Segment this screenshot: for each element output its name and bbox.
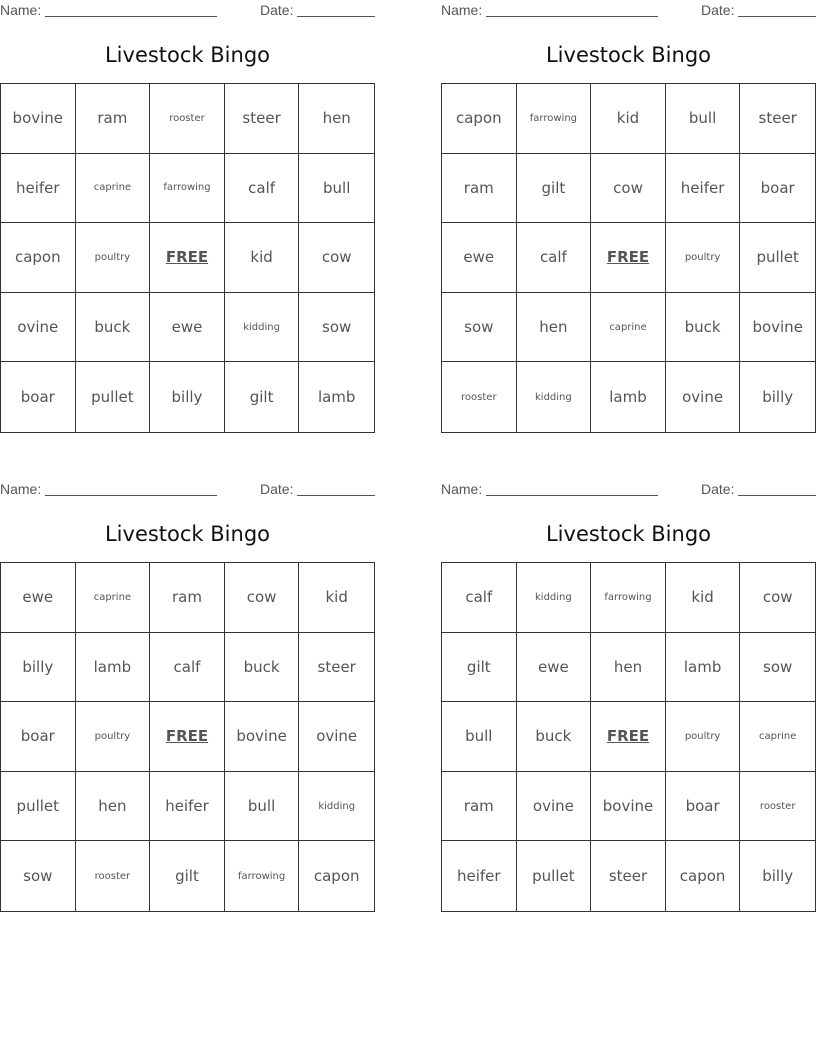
bingo-cell: hen xyxy=(299,84,374,154)
bingo-cell: caprine xyxy=(76,154,151,224)
bingo-cell: ram xyxy=(76,84,151,154)
bingo-cell: steer xyxy=(591,841,666,911)
bingo-cell: farrowing xyxy=(150,154,225,224)
bingo-cell: ewe xyxy=(517,633,592,703)
bingo-cell: rooster xyxy=(76,841,151,911)
free-space-cell: FREE xyxy=(150,223,225,293)
bingo-cell: boar xyxy=(740,154,815,224)
bingo-cell: farrowing xyxy=(591,563,666,633)
name-date-header xyxy=(0,479,375,499)
bingo-cell: calf xyxy=(150,633,225,703)
bingo-cell: bull xyxy=(299,154,374,224)
bingo-cell: caprine xyxy=(591,293,666,363)
name-date-header xyxy=(0,0,375,20)
date-line xyxy=(738,495,816,496)
bingo-cell: ovine xyxy=(1,293,76,363)
bingo-cell: boar xyxy=(1,362,76,432)
bingo-cell: poultry xyxy=(76,702,151,772)
bingo-cell: kidding xyxy=(517,563,592,633)
bingo-cell: heifer xyxy=(150,772,225,842)
bingo-cell: kid xyxy=(591,84,666,154)
bingo-cell: bull xyxy=(666,84,741,154)
bingo-cell: poultry xyxy=(76,223,151,293)
bingo-cell: heifer xyxy=(666,154,741,224)
name-date-header xyxy=(441,0,816,20)
bingo-cell: buck xyxy=(666,293,741,363)
bingo-cell: gilt xyxy=(442,633,517,703)
card-title: Livestock Bingo xyxy=(104,522,271,546)
bingo-cell: bull xyxy=(225,772,300,842)
bingo-cell: capon xyxy=(666,841,741,911)
bingo-cell: bovine xyxy=(1,84,76,154)
date-line xyxy=(738,16,816,17)
bingo-cell: hen xyxy=(591,633,666,703)
bingo-cell: billy xyxy=(762,867,794,886)
card-title: Livestock Bingo xyxy=(545,43,712,67)
bingo-cell: ovine xyxy=(299,702,374,772)
bingo-cell: kidding xyxy=(517,362,592,432)
bingo-cell: lamb xyxy=(317,388,356,407)
name-date-header xyxy=(441,479,816,499)
bingo-cell: heifer xyxy=(442,841,517,911)
bingo-cell: buck xyxy=(517,702,592,772)
name-label: Name: xyxy=(0,481,42,497)
name-label: Name: xyxy=(0,2,42,18)
bingo-cell: ram xyxy=(442,772,517,842)
bingo-cell: ewe xyxy=(1,563,76,633)
bingo-cell: hen xyxy=(76,772,151,842)
bingo-cell: farrowing xyxy=(225,841,300,911)
free-space-cell: FREE xyxy=(591,223,666,293)
bingo-cell: sow xyxy=(740,633,815,703)
bingo-cell: pullet xyxy=(517,841,592,911)
name-label: Name: xyxy=(441,481,483,497)
name-line xyxy=(45,16,217,17)
bingo-cell: poultry xyxy=(666,702,741,772)
date-line xyxy=(297,495,375,496)
bingo-cell: bovine xyxy=(591,772,666,842)
bingo-cell: rooster xyxy=(442,362,517,432)
bingo-cell: rooster xyxy=(740,772,815,842)
bingo-cell: cow xyxy=(225,563,300,633)
bingo-cell: cow xyxy=(740,563,815,633)
bingo-cell: ewe xyxy=(150,293,225,363)
bingo-cell: lamb xyxy=(591,362,666,432)
card-title: Livestock Bingo xyxy=(104,43,271,67)
bingo-cell: ewe xyxy=(442,223,517,293)
free-space-cell: FREE xyxy=(591,702,666,772)
date-label: Date: xyxy=(701,481,735,497)
date-label: Date: xyxy=(701,2,735,18)
bingo-cell: calf xyxy=(517,223,592,293)
bingo-cell: billy xyxy=(150,362,225,432)
date-line xyxy=(297,16,375,17)
bingo-cell: capon xyxy=(313,867,360,886)
bingo-cell: steer xyxy=(225,84,300,154)
bingo-cell: bovine xyxy=(740,293,815,363)
name-label: Name: xyxy=(441,2,483,18)
bingo-cell: cow xyxy=(591,154,666,224)
bingo-cell: kidding xyxy=(225,293,300,363)
bingo-cell: pullet xyxy=(76,362,151,432)
bingo-cell: rooster xyxy=(150,84,225,154)
bingo-cell: caprine xyxy=(76,563,151,633)
name-line xyxy=(45,495,217,496)
bingo-cell: boar xyxy=(666,772,741,842)
bingo-cell: sow xyxy=(299,293,374,363)
bingo-cell: heifer xyxy=(1,154,76,224)
bingo-cell: capon xyxy=(442,84,517,154)
bingo-cell: buck xyxy=(76,293,151,363)
bingo-cell: boar xyxy=(1,702,76,772)
bingo-cell: gilt xyxy=(225,362,300,432)
bingo-grid xyxy=(441,562,816,912)
bingo-cell: kid xyxy=(666,563,741,633)
free-space-cell: FREE xyxy=(150,702,225,772)
bingo-cell: billy xyxy=(1,633,76,703)
bingo-cell: ovine xyxy=(666,362,741,432)
bingo-cell: billy xyxy=(762,388,794,407)
bingo-cell: sow xyxy=(442,293,517,363)
bingo-cell: ram xyxy=(150,563,225,633)
bingo-cell: gilt xyxy=(150,841,225,911)
name-line xyxy=(486,16,658,17)
bingo-cell: poultry xyxy=(666,223,741,293)
bingo-cell: caprine xyxy=(740,702,815,772)
date-label: Date: xyxy=(260,481,294,497)
bingo-cell: sow xyxy=(1,841,76,911)
bingo-cell: lamb xyxy=(76,633,151,703)
bingo-cell: pullet xyxy=(740,223,815,293)
bingo-cell: gilt xyxy=(517,154,592,224)
bingo-grid xyxy=(0,562,375,912)
bingo-cell: bull xyxy=(442,702,517,772)
bingo-grid xyxy=(441,83,816,433)
bingo-cell: cow xyxy=(299,223,374,293)
bingo-cell: ovine xyxy=(517,772,592,842)
bingo-cell: steer xyxy=(740,84,815,154)
bingo-cell: farrowing xyxy=(517,84,592,154)
bingo-cell: buck xyxy=(225,633,300,703)
card-title: Livestock Bingo xyxy=(545,522,712,546)
bingo-cell: kid xyxy=(299,563,374,633)
bingo-cell: ram xyxy=(442,154,517,224)
bingo-cell: kidding xyxy=(299,772,374,842)
bingo-cell: steer xyxy=(299,633,374,703)
bingo-cell: capon xyxy=(1,223,76,293)
name-line xyxy=(486,495,658,496)
bingo-grid xyxy=(0,83,375,433)
date-label: Date: xyxy=(260,2,294,18)
bingo-cell: kid xyxy=(225,223,300,293)
bingo-cell: calf xyxy=(225,154,300,224)
bingo-cell: lamb xyxy=(666,633,741,703)
bingo-cell: pullet xyxy=(1,772,76,842)
bingo-cell: hen xyxy=(517,293,592,363)
bingo-cell: calf xyxy=(442,563,517,633)
bingo-cell: bovine xyxy=(225,702,300,772)
